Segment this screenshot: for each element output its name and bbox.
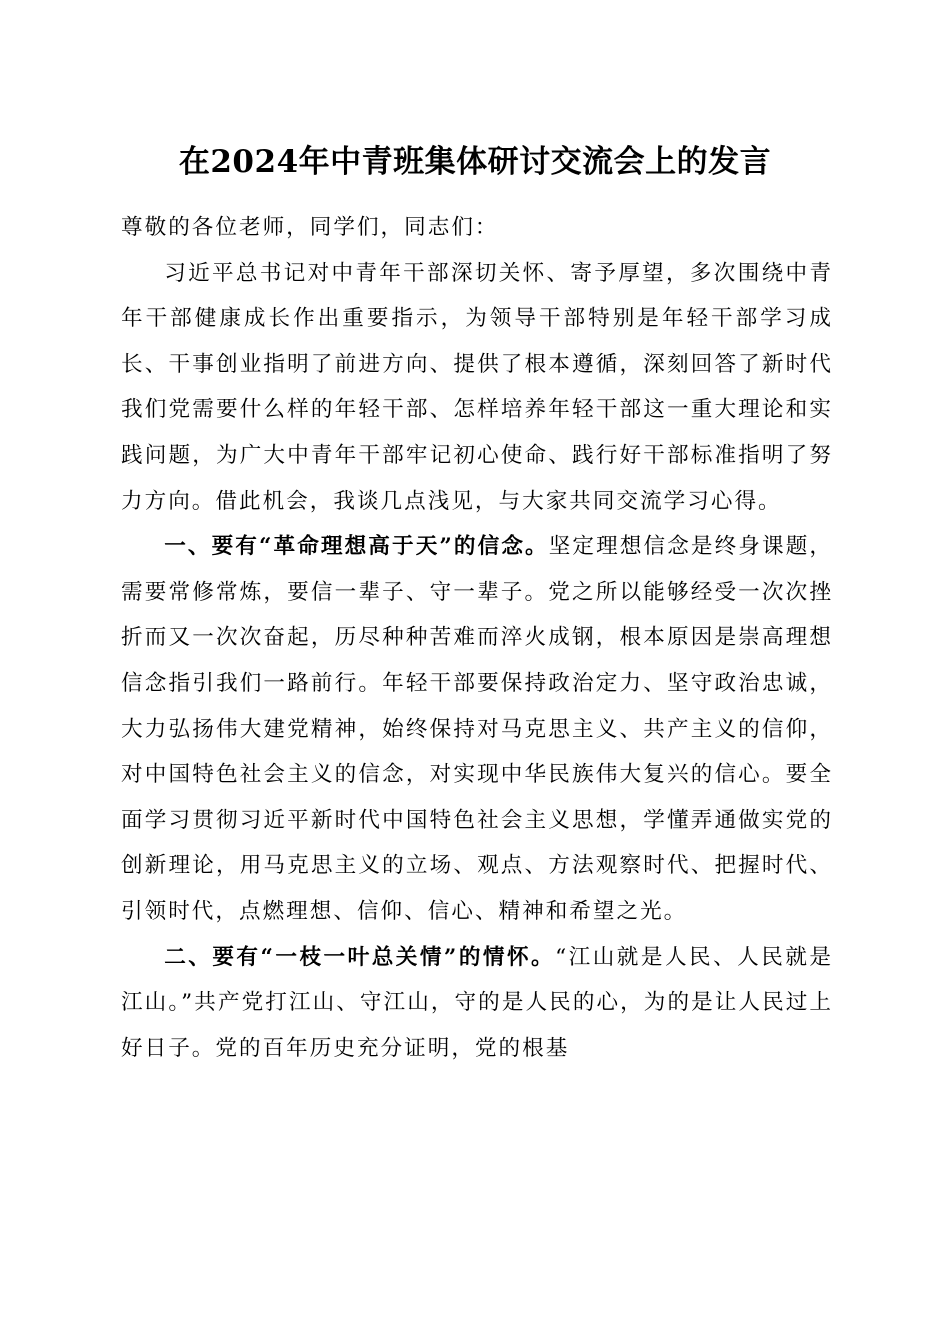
section-paragraph-2 [121, 935, 833, 1072]
section-paragraph-1 [121, 524, 833, 934]
section-body-2: “江山就是人民、人民就是江山。”共产党打江山、守江山，守的是人民的心，为的是让人民过上好日子。党的百年历史充分证明，党的根基 [121, 944, 833, 1061]
section-body-1: 坚定理想信念是终身课题，需要常修常炼，要信一辈子、守一辈子。党之所以能够经受一次次挫折而又一次次奋起，历尽种种苦难而淬火成钢，根本原因是崇高理想信念指引我们一路前行。年轻干部要保持政治定力、坚守政治忠诚，大力弘扬伟大建党精神，始终保持对马克思主义、共产主义的信仰，对中国特色社会主义的信念，对实现中华民族伟大复兴的信心。要全面学习贯彻习近平新时代中国特色社会主义思想，学懂弄通做实党的创新理论，用马克思主义的立场、观点、方法观察时代、把握时代、引领时代，点燃理想、信仰、信心、精神和希望之光。 [121, 534, 833, 924]
section-heading-2: 二、要有“一枝一叶总关情”的情怀。 [164, 944, 556, 970]
salutation: 尊敬的各位老师，同学们，同志们： [121, 215, 499, 240]
section-heading-1: 一、要有“革命理想高于天”的信念。 [164, 534, 549, 560]
intro-paragraph: 习近平总书记对中青年干部深切关怀、寄予厚望，多次围绕中青年干部健康成长作出重要指示，为领导干部特别是年轻干部学习成长、干事创业指明了前进方向、提供了根本遵循，深刻回答了新时代我们党需要什么样的年轻干部、怎样培养年轻干部这一重大理论和实践问题，为广大中青年干部牢记初心使命、践行好干部标准指明了努力方向。借此机会，我谈几点浅见，与大家共同交流学习心得。 [121, 260, 833, 514]
document-title: 在2024年中青班集体研讨交流会上的发言 [178, 144, 772, 180]
document-body [121, 205, 833, 1071]
